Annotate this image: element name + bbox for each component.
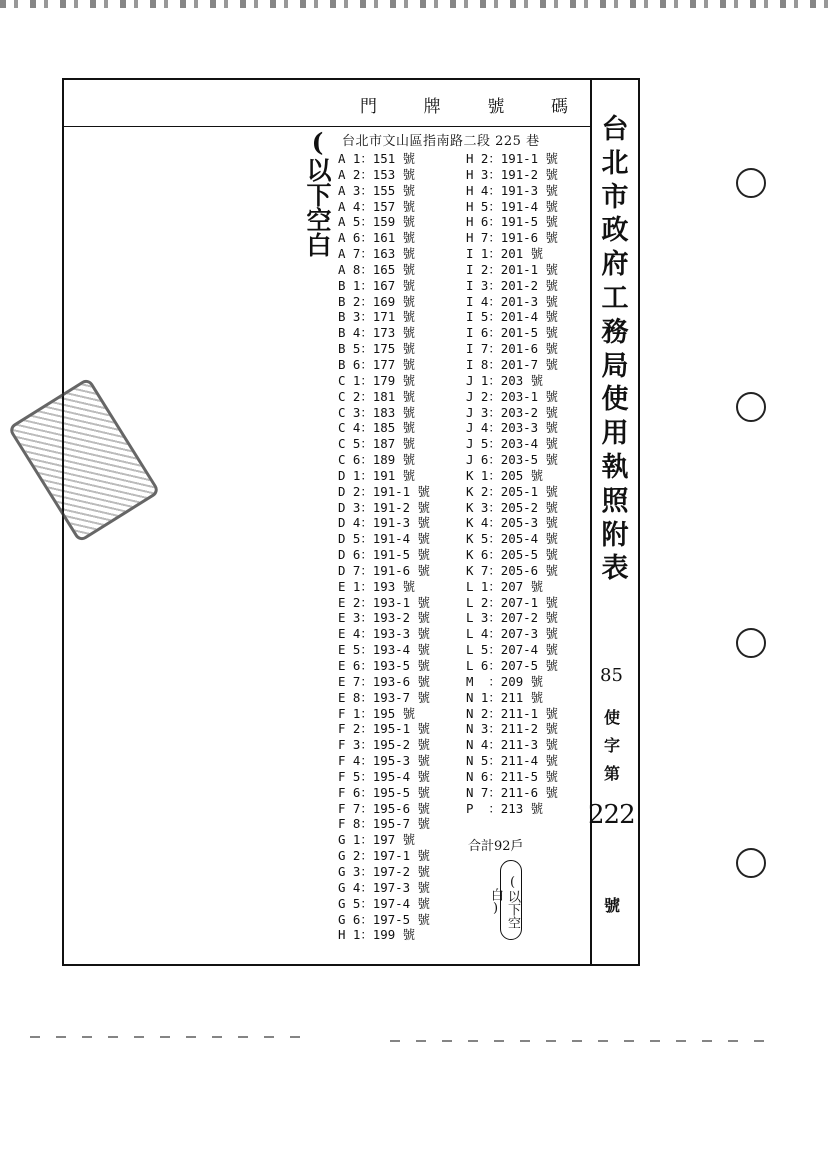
blank-below-note-small: (以下空白): [500, 860, 522, 940]
door-number-entry: P ：213 號: [466, 800, 543, 816]
door-number-entry: A 7：163 號: [338, 246, 415, 262]
door-number-entry: A 4：157 號: [338, 198, 415, 214]
door-number-entry: F 5：195-4 號: [338, 768, 430, 784]
door-number-entry: B 2：169 號: [338, 293, 415, 309]
door-number-entry: B 3：171 號: [338, 309, 415, 325]
title-divider: [590, 78, 592, 966]
door-number-entry: L 5：207-4 號: [466, 642, 558, 658]
side-title-char: 執: [601, 451, 629, 483]
door-number-entry: N 4：211-3 號: [466, 737, 558, 753]
door-number-entry: J 5：203-4 號: [466, 436, 558, 452]
license-char: 使: [604, 708, 621, 727]
side-title-char: 使: [601, 384, 629, 416]
door-number-entry: H 5：191-4 號: [466, 198, 558, 214]
door-number-entry: A 6：161 號: [338, 230, 415, 246]
door-number-entry: L 1：207 號: [466, 578, 543, 594]
door-number-entry: E 5：193-4 號: [338, 642, 430, 658]
door-number-entry: E 3：193-2 號: [338, 610, 430, 626]
door-number-entry: A 8：165 號: [338, 261, 415, 277]
header-char: 牌: [423, 97, 443, 117]
door-number-entry: N 2：211-1 號: [466, 705, 558, 721]
door-number-entry: B 5：175 號: [338, 341, 415, 357]
door-number-entry: K 3：205-2 號: [466, 499, 558, 515]
door-number-entry: E 8：193-7 號: [338, 689, 430, 705]
side-title-char: 務: [601, 316, 629, 348]
door-number-entry: D 5：191-4 號: [338, 531, 430, 547]
punch-hole-icon: [736, 848, 766, 878]
door-number-entry: K 7：205-6 號: [466, 562, 558, 578]
header-char: 碼: [550, 97, 570, 117]
header-char: 號: [487, 97, 507, 117]
address-heading: 台北市文山區指南路二段 225 巷: [342, 134, 540, 149]
side-title-char: 附: [601, 519, 629, 551]
door-number-entry: F 1：195 號: [338, 705, 415, 721]
license-char: 字: [604, 736, 621, 755]
door-number-entry: H 6：191-5 號: [466, 214, 558, 230]
door-number-entry: K 6：205-5 號: [466, 547, 558, 563]
side-title-char: 局: [601, 350, 629, 382]
door-number-entry: L 3：207-2 號: [466, 610, 558, 626]
door-number-entry: I 4：201-3 號: [466, 293, 558, 309]
door-number-entry: E 4：193-3 號: [338, 626, 430, 642]
door-number-entry: J 1：203 號: [466, 372, 543, 388]
door-number-entry: N 7：211-6 號: [466, 784, 558, 800]
door-number-entry: D 7：191-6 號: [338, 562, 430, 578]
side-title-char: 表: [601, 553, 629, 585]
door-number-entry: D 4：191-3 號: [338, 515, 430, 531]
door-number-entry: J 3：203-2 號: [466, 404, 558, 420]
side-title-char: 府: [601, 249, 629, 281]
door-number-entry: A 1：151 號: [338, 151, 415, 166]
door-number-entry: L 6：207-5 號: [466, 658, 558, 673]
punch-hole-icon: [736, 168, 766, 198]
door-number-entry: N 3：211-2 號: [466, 721, 558, 737]
header-rule: [62, 126, 590, 127]
household-total: 合計92戶: [468, 839, 524, 854]
scan-noise: [0, 0, 832, 8]
license-number: 222: [588, 800, 635, 830]
scan-noise: [30, 1036, 310, 1038]
door-number-entry: M ：209 號: [466, 673, 543, 689]
door-number-entry: I 5：201-4 號: [466, 309, 558, 325]
license-year: 85: [600, 665, 623, 686]
door-number-entry: I 3：201-2 號: [466, 277, 558, 293]
door-number-entry: J 2：203-1 號: [466, 388, 558, 404]
door-number-entry: G 5：197-4 號: [338, 895, 430, 911]
license-char: 第: [604, 764, 621, 783]
door-number-entry: C 5：187 號: [338, 436, 415, 452]
door-number-entry: E 7：193-6 號: [338, 673, 430, 689]
door-number-entry: C 1：179 號: [338, 372, 415, 388]
door-number-entry: C 2：181 號: [338, 388, 415, 404]
column-header: [360, 92, 570, 117]
door-number-entry: A 3：155 號: [338, 182, 415, 198]
side-title-char: 北: [601, 147, 629, 179]
door-number-entry: B 1：167 號: [338, 277, 415, 293]
side-title-char: 照: [601, 485, 629, 517]
door-number-entry: B 6：177 號: [338, 356, 415, 372]
door-number-entry: G 1：197 號: [338, 832, 415, 848]
door-number-entry: C 4：185 號: [338, 420, 415, 436]
door-number-entry: F 6：195-5 號: [338, 784, 430, 800]
door-number-entry: K 4：205-3 號: [466, 515, 558, 531]
door-number-entry: A 5：159 號: [338, 214, 415, 230]
punch-hole-icon: [736, 628, 766, 658]
door-number-entry: D 3：191-2 號: [338, 499, 430, 515]
door-number-entry: I 2：201-1 號: [466, 261, 558, 277]
blank-below-note-large: (以下空白: [303, 128, 332, 257]
door-number-entry: N 5：211-4 號: [466, 753, 558, 769]
door-number-entry: G 3：197-2 號: [338, 863, 430, 879]
door-number-entry: F 4：195-3 號: [338, 753, 430, 769]
door-number-entry: B 4：173 號: [338, 325, 415, 341]
side-title: [597, 113, 633, 586]
side-title-char: 台: [601, 114, 629, 145]
door-number-entry: E 2：193-1 號: [338, 594, 430, 610]
door-number-entry: C 3：183 號: [338, 404, 415, 420]
door-number-entry: N 6：211-5 號: [466, 768, 558, 784]
side-title-char: 政: [601, 215, 629, 247]
door-number-entry: H 2：191-1 號: [466, 151, 558, 166]
door-number-entry: H 7：191-6 號: [466, 230, 558, 246]
door-number-entry: A 2：153 號: [338, 166, 415, 182]
door-number-entry: K 2：205-1 號: [466, 483, 558, 499]
side-title-char: 工: [601, 282, 629, 314]
door-number-entry: F 8：195-7 號: [338, 816, 430, 832]
door-number-entry: G 6：197-5 號: [338, 911, 430, 927]
punch-hole-icon: [736, 392, 766, 422]
door-number-entry: H 3：191-2 號: [466, 166, 558, 182]
door-number-entry: K 1：205 號: [466, 467, 543, 483]
door-number-entry: I 8：201-7 號: [466, 356, 558, 372]
door-number-entry: G 4：197-3 號: [338, 879, 430, 895]
door-number-entry: F 2：195-1 號: [338, 721, 430, 737]
door-number-entry: C 6：189 號: [338, 452, 415, 468]
door-number-entry: I 1：201 號: [466, 246, 543, 262]
door-number-entry: F 7：195-6 號: [338, 800, 430, 816]
door-number-entry: K 5：205-4 號: [466, 531, 558, 547]
door-number-entry: H 4：191-3 號: [466, 182, 558, 198]
door-number-entry: H 1：199 號: [338, 927, 415, 943]
door-number-entry: J 4：203-3 號: [466, 420, 558, 436]
door-number-entry: E 6：193-5 號: [338, 658, 430, 673]
door-number-entry: I 7：201-6 號: [466, 341, 558, 357]
door-number-entry: G 2：197-1 號: [338, 848, 430, 864]
door-number-entry: L 4：207-3 號: [466, 626, 558, 642]
door-number-entry: E 1：193 號: [338, 578, 415, 594]
license-char: 號: [604, 896, 621, 915]
door-number-entry: I 6：201-5 號: [466, 325, 558, 341]
door-number-entry: F 3：195-2 號: [338, 737, 430, 753]
door-number-entry: D 2：191-1 號: [338, 483, 430, 499]
door-number-column-left: [338, 151, 430, 943]
side-title-char: 用: [601, 418, 629, 450]
door-number-column-right: [466, 151, 558, 816]
door-number-entry: L 2：207-1 號: [466, 594, 558, 610]
side-title-char: 市: [601, 181, 629, 213]
door-number-entry: D 6：191-5 號: [338, 547, 430, 563]
header-char: 門: [360, 97, 379, 117]
scan-noise: [390, 1040, 770, 1042]
door-number-entry: D 1：191 號: [338, 467, 415, 483]
door-number-entry: J 6：203-5 號: [466, 452, 558, 468]
door-number-entry: N 1：211 號: [466, 689, 543, 705]
